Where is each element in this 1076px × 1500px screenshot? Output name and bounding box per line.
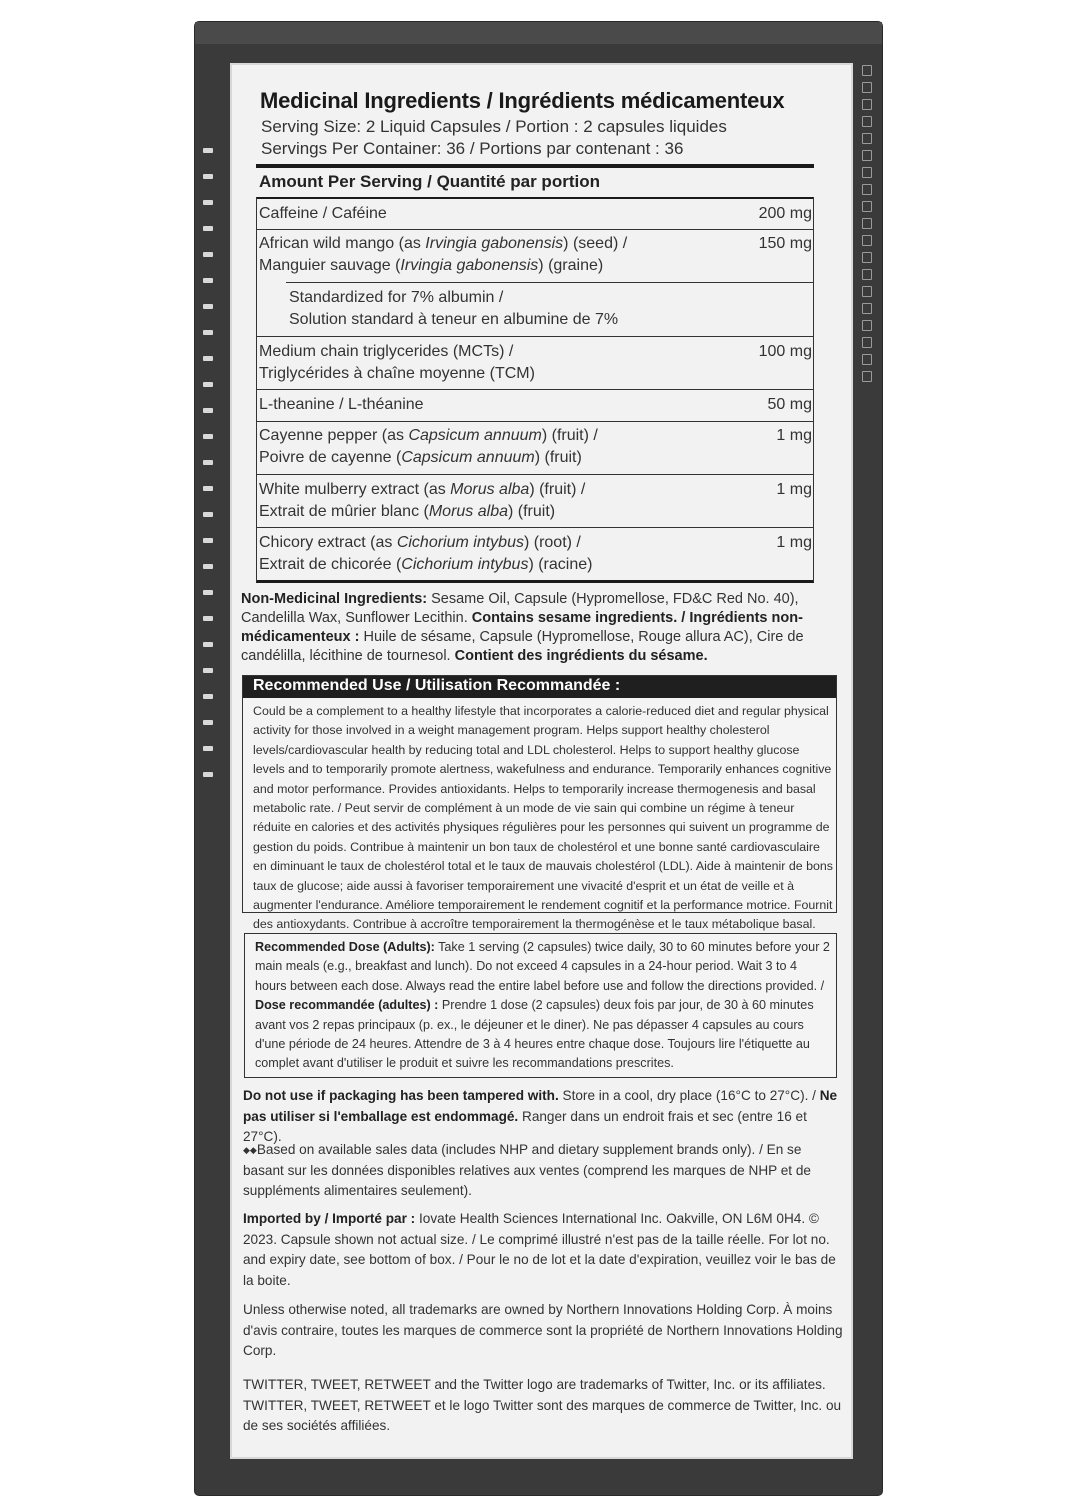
row-divider <box>256 229 814 230</box>
edge-tick <box>862 218 872 229</box>
edge-tick <box>203 278 213 283</box>
edge-tick <box>203 512 213 517</box>
servings-per-container: Servings Per Container: 36 / Portions par contenant : 36 <box>261 139 684 158</box>
edge-tick <box>203 772 213 777</box>
edge-tick <box>203 330 213 335</box>
table-left-border <box>256 197 257 582</box>
row-divider <box>286 282 814 283</box>
edge-tick <box>203 304 213 309</box>
edge-tick <box>203 720 213 725</box>
table-right-border <box>813 197 814 582</box>
edge-tick <box>862 184 872 195</box>
edge-tick <box>862 65 872 76</box>
ingredient-amount: 50 mg <box>767 396 812 413</box>
recommended-use-box <box>242 675 837 932</box>
trademark-notice: Unless otherwise noted, all trademarks are owned by Northern Innovations Holding Corp. À moins d'avis contraire, toutes les marques de commerce sont la propriété de Northern Innovations Holding Corp. <box>243 1302 843 1359</box>
package-top-edge <box>195 22 882 44</box>
edge-tick <box>862 303 872 314</box>
sales-data-note: ◆◆Based on available sales data (includes NHP and dietary supplement brands only). / En se basant sur les données disponibles relatives aux ventes (comprend les marques de NHP et de suppléments alimentaires seulement). <box>243 1142 811 1199</box>
edge-tick <box>862 286 872 297</box>
row-divider <box>256 389 814 390</box>
ingredient-amount: 200 mg <box>758 205 812 222</box>
diamond-mark-icon: ◆◆ <box>243 1145 257 1155</box>
edge-tick <box>862 371 872 382</box>
edge-tick <box>862 116 872 127</box>
ingredient-mct: Medium chain triglycerides (MCTs) / Triglycérides à chaîne moyenne (TCM) <box>259 343 535 382</box>
recommended-dose-text: Recommended Dose (Adults): Take 1 serving (2 capsules) twice daily, 30 to 60 minutes before your 2 main meals (e.g., breakfast and lunch). Do not exceed 4 capsules in a 24-hour period. Wait 3 to 4 hours between each dose. Always read the entire label before use and follow the directions provided. / Dose recommandée (adultes) : Prendre 1 dose (2 capsules) deux fois par jour, de 30 à 60 minutes avant vos 2 repas principaux (p. ex., le déjeuner et le diner). Ne pas dépasser 4 capsules au cours d'une période de 24 heures. Attendre de 3 à 4 heures entre chaque dose. Toujours lire l'étiquette au complet avant d'utiliser le produit et suivre les recommandations prescrites. <box>255 940 830 1071</box>
imported-by: Imported by / Importé par : Iovate Health Sciences International Inc. Oakville, ON L6M 0H4. © 2023. Capsule shown not actual size. / Le comprimé illustré n'est pas de la taille réelle. For lot no. and expiry date, see bottom of box. / Pour le no de lot et la date d'expiration, veuillez voir le bas de la boite. <box>243 1211 836 1288</box>
non-medicinal-ingredients: Non-Medicinal Ingredients: Sesame Oil, Capsule (Hypromellose, FD&C Red No. 40), Candelilla Wax, Sunflower Lecithin. Contains sesame ingredients. / Ingrédients non-médicamenteux : Huile de sésame, Capsule (Hypromellose, Rouge allura AC), Cire de candélilla, lécithine de tournesol. Contient des ingrédients du sésame. <box>241 591 804 664</box>
edge-tick <box>203 668 213 673</box>
divider <box>256 197 814 199</box>
recommended-use-bar <box>243 676 836 698</box>
edge-tick <box>203 382 213 387</box>
ingredient-amount: 150 mg <box>758 235 812 252</box>
edge-tick <box>203 642 213 647</box>
edge-tick <box>862 235 872 246</box>
ingredient-caffeine: Caffeine / Caféine <box>259 205 387 222</box>
divider-thick <box>256 580 814 583</box>
edge-tick <box>203 174 213 179</box>
edge-tick <box>862 150 872 161</box>
twitter-trademark-notice: TWITTER, TWEET, RETWEET and the Twitter logo are trademarks of Twitter, Inc. or its affiliates. TWITTER, TWEET, RETWEET et le logo Twitter sont des marques de commerce de Twitter, Inc. ou de ses sociétés affiliées. <box>243 1377 842 1434</box>
edge-tick <box>203 538 213 543</box>
serving-size: Serving Size: 2 Liquid Capsules / Portion : 2 capsules liquides <box>261 117 727 136</box>
edge-tick <box>203 694 213 699</box>
edge-tick <box>862 167 872 178</box>
row-divider <box>256 474 814 475</box>
edge-tick <box>203 460 213 465</box>
edge-tick <box>203 434 213 439</box>
medicinal-ingredients-title: Medicinal Ingredients / Ingrédients médicamenteux <box>260 88 785 113</box>
recommended-dose-box <box>244 933 837 1078</box>
edge-tick <box>203 564 213 569</box>
recommended-use-text: Could be a complement to a healthy lifestyle that incorporates a calorie-reduced diet and regular physical activity for those involved in a weight management program. Helps support healthy cholesterol levels/cardiovascular health by reducing total and LDL cholesterol. Helps to support healthy glucose levels and to temporarily promote alertness, wakefulness and endurance. Temporarily enhances cognitive and motor performance. Provides antioxidants. Helps to temporarily increase thermogenesis and basal metabolic rate. / Peut servir de complément à un mode de vie sain qui combine un régime à teneur réduite en calories et des activités physiques régulières pour les personnes qui suivent un programme de gestion du poids. Contribue à maintenir un bon taux de cholestérol et une bonne santé cardiovasculaire en diminuant le taux de cholestérol total et le taux de mauvais cholestérol (LDL). Aide à maintenir de bons taux de glucose; aide aussi à favoriser temporairement une vivacité d'esprit et un état de veille et à augmenter l'endurance. Améliore temporairement le rendement cognitif et la performance motrice. Fournit des antioxydants. Contribue à accroître temporairement la thermogénèse et le taux métabolique basal. <box>253 704 833 932</box>
storage-warning: Do not use if packaging has been tampered with. Store in a cool, dry place (16°C to 27°C). / Ne pas utiliser si l'emballage est endommagé. Ranger dans un endroit frais et sec (entre 16 et 27°C). <box>243 1088 838 1145</box>
ingredient-amount: 1 mg <box>776 427 812 444</box>
ingredient-standardized: Standardized for 7% albumin / Solution standard à teneur en albumine de 7% <box>289 289 619 328</box>
edge-tick <box>203 408 213 413</box>
recommended-use-heading: Recommended Use / Utilisation Recommandée : <box>253 677 621 694</box>
amount-per-serving-header: Amount Per Serving / Quantité par portion <box>259 172 600 191</box>
edge-tick <box>203 226 213 231</box>
edge-tick <box>203 746 213 751</box>
ingredient-amount: 1 mg <box>776 481 812 498</box>
edge-tick <box>862 252 872 263</box>
ingredient-cayenne: Cayenne pepper (as Capsicum annuum) (fruit) / Poivre de cayenne (Capsicum annuum) (fruit) <box>259 427 598 466</box>
edge-tick <box>862 99 872 110</box>
ingredient-white-mulberry: White mulberry extract (as Morus alba) (fruit) / Extrait de mûrier blanc (Morus alba) (fruit) <box>259 481 586 520</box>
ingredient-chicory: Chicory extract (as Cichorium intybus) (root) / Extrait de chicorée (Cichorium intybus) (racine) <box>259 534 593 573</box>
edge-tick <box>203 252 213 257</box>
ingredient-amount: 1 mg <box>776 534 812 551</box>
ingredient-african-wild-mango: African wild mango (as Irvingia gabonensis) (seed) / Manguier sauvage (Irvingia gabonensis) (graine) <box>259 235 628 274</box>
row-divider <box>256 421 814 422</box>
ingredient-amount: 100 mg <box>758 343 812 360</box>
row-divider <box>256 527 814 528</box>
divider-thick <box>256 164 814 168</box>
edge-tick <box>203 590 213 595</box>
edge-tick <box>862 201 872 212</box>
edge-tick <box>203 148 213 153</box>
edge-tick <box>203 616 213 621</box>
edge-tick <box>862 337 872 348</box>
edge-tick <box>862 133 872 144</box>
edge-tick <box>862 354 872 365</box>
edge-tick <box>862 269 872 280</box>
edge-tick <box>203 356 213 361</box>
edge-tick <box>203 200 213 205</box>
edge-tick <box>862 82 872 93</box>
edge-tick <box>203 486 213 491</box>
row-divider <box>256 336 814 337</box>
edge-tick <box>862 320 872 331</box>
ingredient-l-theanine: L-theanine / L-théanine <box>259 396 424 413</box>
